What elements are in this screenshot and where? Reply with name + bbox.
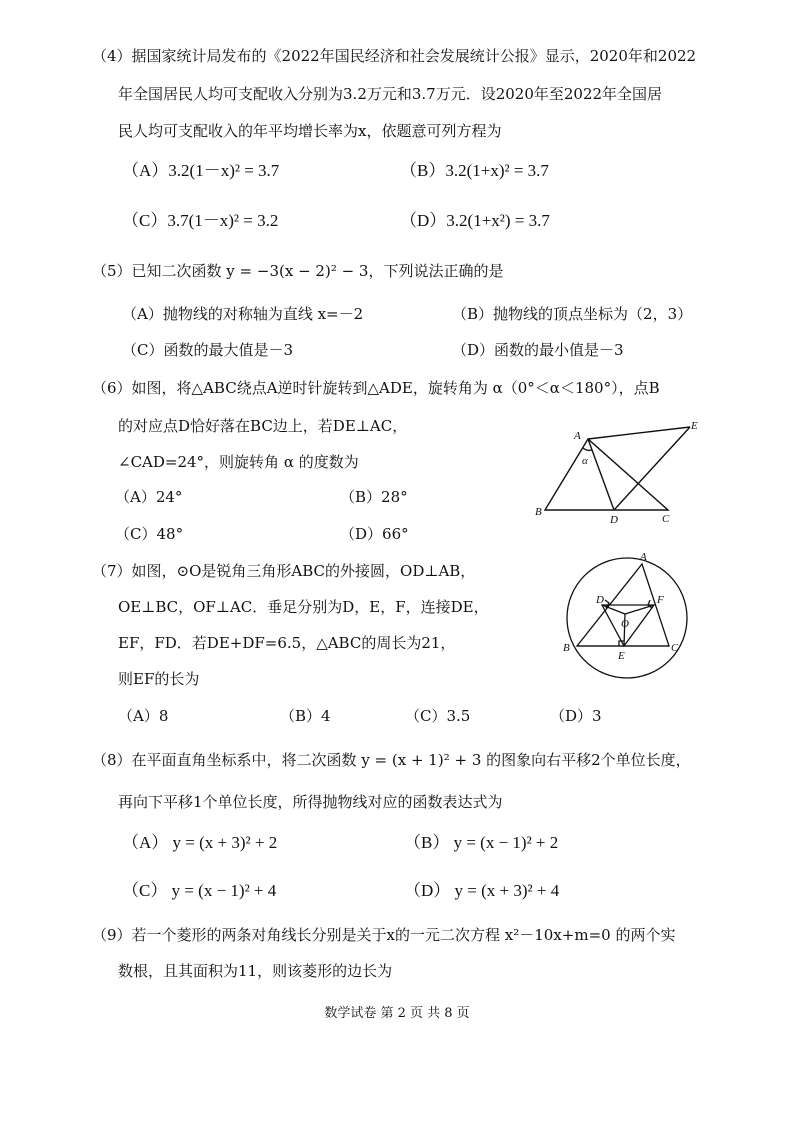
q6-label-c: C <box>662 513 670 525</box>
q8-option-c: （C） y = (x − 1)² + 4 <box>122 881 277 900</box>
q7-option-b: （B）4 <box>280 707 331 725</box>
q8-line1: （8）在平面直角坐标系中，将二次函数 y = (x + 1)² + 3 的图象向右平移2个单位长度， <box>92 751 691 769</box>
q6-label-a: A <box>574 430 581 442</box>
q9-line1: （9）若一个菱形的两条对角线长分别是关于x的一元二次方程 x²－10x+m=0 的两个实 <box>92 926 676 944</box>
q6-line2: 的对应点D恰好落在BC边上，若DE⊥AC， <box>118 417 408 435</box>
q6-option-a: （A）24° <box>115 488 183 506</box>
q4-option-d: （D）3.2(1+x²) = 3.7 <box>400 211 550 230</box>
q6-option-c: （C）48° <box>115 525 184 543</box>
q5-stem: （5）已知二次函数 y = −3(x − 2)² − 3，下列说法正确的是 <box>92 262 504 280</box>
q8-option-a: （A） y = (x + 3)² + 2 <box>122 833 278 852</box>
q7-label-d: D <box>596 594 604 606</box>
q4-option-c: （C）3.7(1－x)² = 3.2 <box>122 211 279 230</box>
q4-line3: 民人均可支配收入的年平均增长率为x，依题意可列方程为 <box>118 122 502 140</box>
q9-line2: 数根，且其面积为11，则该菱形的边长为 <box>118 962 393 980</box>
angle-alpha-arc <box>583 448 592 450</box>
q8-option-d: （D） y = (x + 3)² + 4 <box>404 881 560 900</box>
triangle-abc <box>545 439 668 510</box>
q6-option-d: （D）66° <box>340 525 409 543</box>
q6-triangle-figure <box>525 415 715 525</box>
q7-circle-figure <box>557 550 697 685</box>
q6-label-b: B <box>535 506 542 518</box>
q7-line4: 则EF的长为 <box>118 670 200 688</box>
q8-line2: 再向下平移1个单位长度，所得抛物线对应的函数表达式为 <box>118 793 503 811</box>
q7-label-a: A <box>640 551 647 563</box>
q4-line1: （4）据国家统计局发布的《2022年国民经济和社会发展统计公报》显示，2020年和2022 <box>92 47 697 65</box>
q6-line3: ∠CAD=24°，则旋转角 α 的度数为 <box>118 453 359 471</box>
q7-option-c: （C）3.5 <box>405 707 471 725</box>
q7-line1: （7）如图，⊙O是锐角三角形ABC的外接圆，OD⊥AB， <box>92 562 476 580</box>
q7-option-d: （D）3 <box>550 707 602 725</box>
q4-option-a: （A）3.2(1－x)² = 3.7 <box>122 161 280 180</box>
segment-ae <box>588 427 690 439</box>
page-footer: 数学试卷 第 2 页 共 8 页 <box>324 1006 470 1021</box>
q6-option-b: （B）28° <box>340 488 408 506</box>
q4-option-b: （B）3.2(1+x)² = 3.7 <box>400 161 549 180</box>
q5-option-a: （A）抛物线的对称轴为直线 x=－2 <box>122 305 364 323</box>
q6-label-e: E <box>691 420 698 432</box>
q7-label-b: B <box>563 642 570 654</box>
q4-line2: 年全国居民人均可支配收入分别为3.2万元和3.7万元．设2020年至2022年全国居 <box>118 85 663 103</box>
q5-option-d: （D）函数的最小值是－3 <box>452 341 624 359</box>
q7-line2: OE⊥BC，OF⊥AC．垂足分别为D，E，F，连接DE， <box>118 598 489 616</box>
q5-option-b: （B）抛物线的顶点坐标为（2，3） <box>452 305 693 323</box>
q6-label-alpha: α <box>582 455 588 467</box>
segment-ed <box>614 427 690 510</box>
q6-line1: （6）如图，将△ABC绕点A逆时针旋转到△ADE，旋转角为 α（0°＜α＜180°），点B <box>92 379 660 397</box>
q7-label-c: C <box>671 642 679 654</box>
q8-option-b: （B） y = (x − 1)² + 2 <box>404 833 559 852</box>
q7-line3: EF，FD．若DE+DF=6.5，△ABC的周长为21， <box>118 634 456 652</box>
q7-label-o: O <box>621 618 629 630</box>
q5-option-c: （C）函数的最大值是－3 <box>122 341 294 359</box>
q6-label-d: D <box>610 514 618 525</box>
q7-option-a: （A）8 <box>118 707 169 725</box>
q7-label-e: E <box>618 650 625 662</box>
q7-label-f: F <box>657 594 664 606</box>
